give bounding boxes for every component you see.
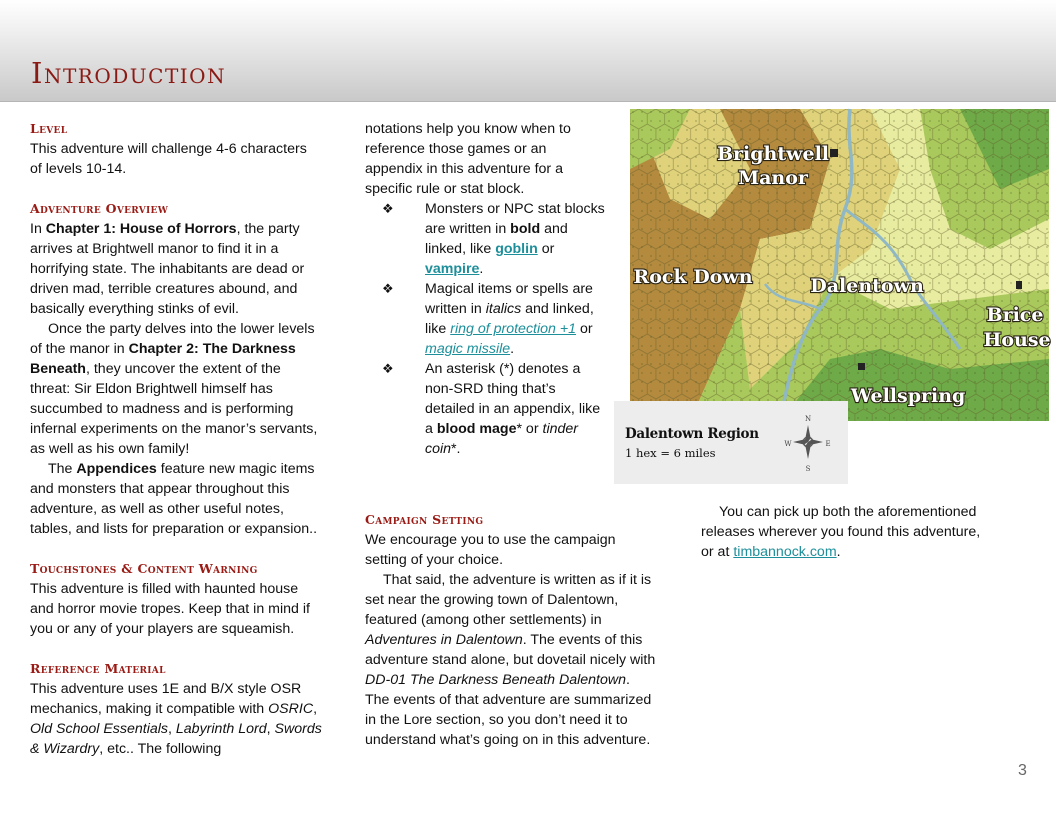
compass-s: S: [805, 465, 811, 473]
map-label-brightwell: Brightwell: [716, 143, 830, 165]
bullet-glyph: ❖: [382, 361, 394, 376]
column-2-bottom: [365, 510, 657, 750]
overview-paragraph-1: In Chapter 1: House of Horrors, the party arrives at Brightwell manor to find it in a horrifying state. The inhabitants are dead or driven mad, terrible creatures abound, and basically everything stinks of evil.: [30, 221, 305, 317]
timbannock-link[interactable]: timbannock.com: [733, 544, 837, 560]
bullet-monsters: ❖ Monsters or NPC stat blocks are written in bold and linked, like goblin or vampire.: [382, 201, 605, 277]
touchstones-text: This adventure is filled with haunted house and horror movie tropes. Keep that in mind if you or any of your players are squeamish.: [30, 581, 310, 637]
region-map: [630, 109, 1049, 421]
goblin-link[interactable]: goblin: [495, 241, 538, 257]
compass-w: W: [784, 440, 792, 448]
level-heading: Level: [30, 121, 68, 136]
settlement-marker: [1016, 281, 1022, 289]
compass-n: N: [804, 415, 812, 423]
page-header: [0, 0, 1056, 102]
compass-e: E: [825, 440, 831, 448]
bullet-magic-items: ❖ Magical items or spells are written in italics and linked, like ring of protection +1 or magic missile.: [382, 281, 594, 357]
map-label-dalentown: Dalentown: [810, 275, 924, 297]
overview-paragraph-2: Once the party delves into the lower levels of the manor in Chapter 2: The Darkness Beneath, they uncover the extent of the threat: Sir Eldon Brightwell himself has succumbed to madness and is performing infernal experiments on the manor’s servants, as well as his own family!: [30, 321, 318, 457]
bullet-glyph: ❖: [382, 281, 394, 296]
settlement-marker: [830, 149, 838, 157]
legend-title: Dalentown Region: [625, 426, 759, 442]
campaign-heading: Campaign Setting: [365, 512, 484, 527]
column-1: [30, 119, 322, 759]
map-label-brice: Brice: [986, 304, 1044, 326]
reference-heading: Reference Material: [30, 661, 166, 676]
map-label-house: House: [983, 329, 1051, 351]
campaign-paragraph-1: We encourage you to use the campaign setting of your choice.: [365, 532, 616, 568]
bullet-glyph: ❖: [382, 201, 394, 216]
map-label-wellspring: Wellspring: [850, 385, 966, 407]
column-3: [701, 502, 993, 562]
map-label-manor: Manor: [738, 167, 808, 189]
vampire-link[interactable]: vampire: [425, 261, 480, 277]
level-text: This adventure will challenge 4-6 characters of levels 10-14.: [30, 141, 307, 177]
overview-paragraph-3: The Appendices feature new magic items and monsters that appear throughout this adventure, as well as other useful notes, tables, and lists for preparation or expansion..: [30, 461, 318, 537]
campaign-paragraph-2: That said, the adventure is written as if it is set near the growing town of Dalentown, featured (among other settlements) in Adventures in Dalentown. The events of this adventure stand alone, but dovetail nicely with DD-01 The Darkness Beneath Dalentown. The events of that adventure are summarized in the Lore section, so you don’t need it to understand what’s going on in this adventure.: [365, 572, 656, 748]
map-label-rock-down: Rock Down: [633, 266, 753, 288]
touchstones-heading: Touchstones & Content Warning: [30, 561, 258, 576]
magic-missile-link[interactable]: magic missile: [425, 341, 511, 357]
legend-scale: 1 hex = 6 miles: [625, 446, 716, 460]
compass-icon: [784, 413, 846, 473]
notations-text: notations help you know when to reference those games or an appendix in this adventure for a specific rule or stat block.: [365, 121, 571, 197]
map-hex-grid: [630, 109, 1049, 421]
reference-text: This adventure uses 1E and B/X style OSR mechanics, making it compatible with OSRIC, Old School Essentials, Labyrinth Lord, Swords & Wizardry, etc.. The following: [30, 681, 322, 757]
releases-text: You can pick up both the aforementioned releases wherever you found this adventure, or at timbannock.com.: [701, 504, 981, 560]
map-legend: [614, 401, 848, 484]
bullet-asterisk: ❖ An asterisk (*) denotes a non-SRD thing that’s detailed in an appendix, like a blood mage* or tinder coin*.: [382, 361, 601, 457]
settlement-marker: [858, 363, 865, 370]
column-2-top: [365, 119, 607, 459]
page-number: 3: [1018, 762, 1027, 779]
ring-of-protection-link[interactable]: ring of protection +1: [450, 321, 577, 337]
page-title: Introduction: [31, 56, 227, 90]
region-map-image: [630, 109, 1049, 421]
overview-heading: Adventure Overview: [30, 201, 169, 216]
